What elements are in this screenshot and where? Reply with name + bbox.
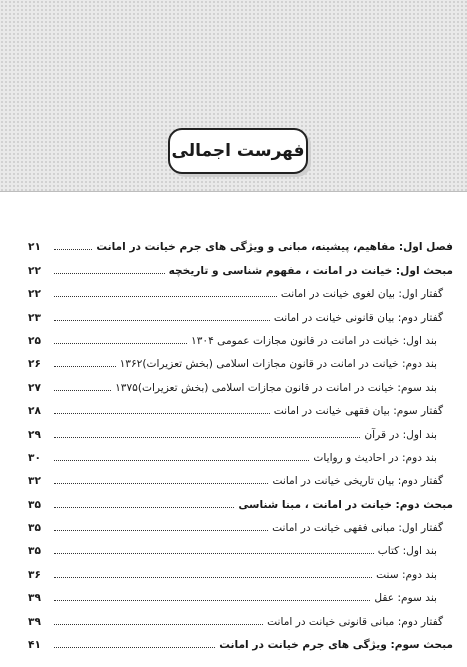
toc-entry-page-number: ۳۹ xyxy=(28,592,41,605)
toc-entry-page-number: ۴۱ xyxy=(28,639,41,652)
dot-leader xyxy=(54,553,374,554)
toc-entry-label: گفتار سوم: بیان فقهی خیانت در امانت xyxy=(273,405,443,418)
dot-leader xyxy=(54,249,92,250)
dot-leader xyxy=(54,600,370,601)
header-band xyxy=(0,0,467,192)
toc-entry[interactable] xyxy=(28,347,453,370)
toc-entry[interactable] xyxy=(28,511,453,534)
toc-entry[interactable] xyxy=(28,417,453,440)
toc-entry-page-number: ۲۶ xyxy=(28,358,41,371)
dot-leader xyxy=(54,647,215,648)
toc-entry[interactable] xyxy=(28,370,453,393)
dot-leader xyxy=(54,437,360,438)
toc-entry-label: بند اول: کتاب xyxy=(377,545,437,558)
toc-entry-page-number: ۲۷ xyxy=(28,381,41,394)
toc-entry-page-number: ۳۰ xyxy=(28,451,41,464)
dot-leader xyxy=(54,320,270,321)
dot-leader xyxy=(54,390,111,391)
toc-entry-label: گفتار اول: مبانی فقهی خیانت در امانت xyxy=(272,522,443,535)
toc-entry-page-number: ۲۵ xyxy=(28,334,41,347)
dot-leader xyxy=(54,343,187,344)
toc-entry[interactable] xyxy=(28,604,453,627)
toc-entry-page-number: ۲۹ xyxy=(28,428,41,441)
toc-entry-label: بند سوم: عقل xyxy=(374,592,437,605)
toc-entry-label: بند دوم: سنت xyxy=(376,568,437,581)
dot-leader xyxy=(54,460,309,461)
toc-entry-label: گفتار دوم: مبانی قانونی خیانت در امانت xyxy=(267,615,443,628)
toc-entry-page-number: ۲۸ xyxy=(28,405,41,418)
toc-entry[interactable] xyxy=(28,230,453,253)
toc-entry-label: بند اول: در قرآن xyxy=(364,428,437,441)
toc-entry-label: مبحث اول: خیانت در امانت ، مفهوم شناسی و تاریخچه xyxy=(168,264,453,277)
dot-leader xyxy=(54,273,165,274)
toc-entry-page-number: ۲۲ xyxy=(28,288,41,301)
toc-entry-label: گفتار اول: بیان لغوی خیانت در امانت xyxy=(280,288,443,301)
toc-entry[interactable] xyxy=(28,394,453,417)
toc-entry-label: گفتار دوم: بیان تاریخی خیانت در امانت xyxy=(272,475,443,488)
toc-entry-label: فصل اول: مفاهیم، پیشینه، مبانی و ویژگی های جرم خیانت در امانت xyxy=(96,241,453,254)
dot-leader xyxy=(54,577,372,578)
toc-entry-label: بند سوم: خیانت در امانت در قانون مجازات اسلامی (بخش تعزیرات)۱۳۷۵ xyxy=(115,381,437,394)
toc-entry-label: مبحث دوم: خیانت در امانت ، مبنا شناسی xyxy=(238,498,453,511)
dot-leader xyxy=(54,507,234,508)
toc-entry-page-number: ۳۹ xyxy=(28,615,41,628)
toc-entry[interactable] xyxy=(28,253,453,276)
dot-leader xyxy=(54,366,116,367)
toc-entry[interactable] xyxy=(28,628,453,651)
dot-leader xyxy=(54,483,268,484)
table-of-contents xyxy=(28,230,453,651)
toc-entry-label: بند اول: خیانت در امانت در قانون مجازات عمومی ۱۳۰۴ xyxy=(191,334,437,347)
toc-entry-page-number: ۳۵ xyxy=(28,545,41,558)
toc-entry[interactable] xyxy=(28,581,453,604)
title-box xyxy=(168,128,308,174)
page-title: فهرست اجمالی xyxy=(171,141,305,161)
dot-leader xyxy=(54,413,270,414)
toc-entry[interactable] xyxy=(28,324,453,347)
toc-entry[interactable] xyxy=(28,487,453,510)
toc-entry-page-number: ۲۲ xyxy=(28,264,41,277)
toc-entry[interactable] xyxy=(28,300,453,323)
toc-entry-page-number: ۲۱ xyxy=(28,241,41,254)
toc-entry-page-number: ۳۶ xyxy=(28,568,41,581)
toc-entry[interactable] xyxy=(28,441,453,464)
toc-entry-page-number: ۳۵ xyxy=(28,522,41,535)
toc-entry[interactable] xyxy=(28,557,453,580)
toc-entry-page-number: ۳۵ xyxy=(28,498,41,511)
dot-leader xyxy=(54,296,277,297)
toc-entry[interactable] xyxy=(28,277,453,300)
toc-entry-label: مبحث سوم: ویژگی های جرم خیانت در امانت xyxy=(219,639,453,652)
toc-entry-label: بند دوم: در احادیث و روایات xyxy=(313,451,437,464)
dot-leader xyxy=(54,624,263,625)
toc-entry[interactable] xyxy=(28,534,453,557)
toc-entry-label: بند دوم: خیانت در امانت در قانون مجازات اسلامی (بخش تعزیرات)۱۳۶۲ xyxy=(119,358,437,371)
toc-entry-page-number: ۳۲ xyxy=(28,475,41,488)
dot-leader xyxy=(54,530,268,531)
toc-entry-page-number: ۲۳ xyxy=(28,311,41,324)
toc-entry-label: گفتار دوم: بیان قانونی خیانت در امانت xyxy=(273,311,443,324)
toc-entry[interactable] xyxy=(28,464,453,487)
